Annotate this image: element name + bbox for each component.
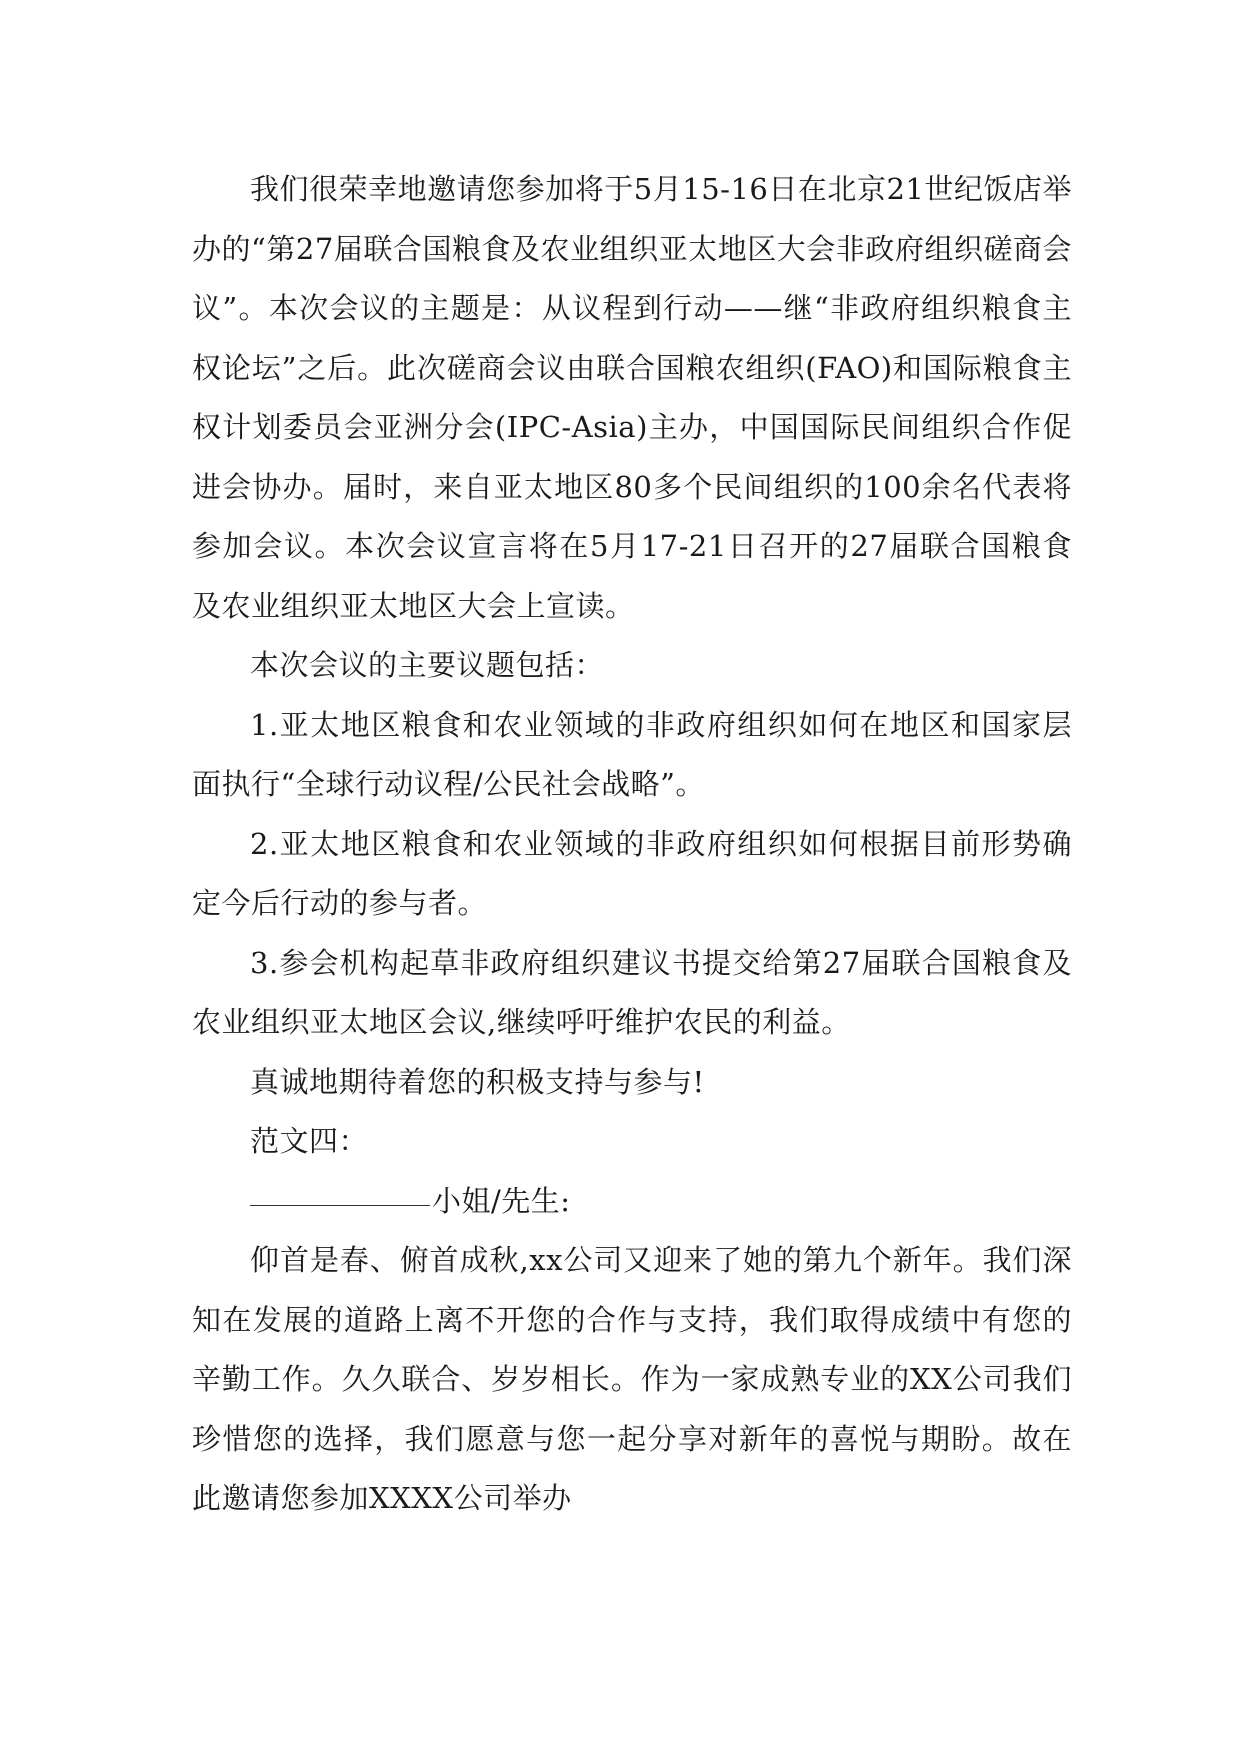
document-body	[192, 160, 1072, 1529]
paragraph-sample-heading: 范文四：	[250, 1124, 369, 1158]
paragraph-topic-1: 1.亚太地区粮食和农业领域的非政府组织如何在地区和国家层面执行“全球行动议程/公民社会战略”。	[192, 707, 1072, 801]
name-blank-underline	[250, 1205, 430, 1206]
paragraph-topics-intro: 本次会议的主要议题包括：	[250, 648, 605, 682]
salutation-text: 小姐/先生:	[432, 1183, 571, 1218]
paragraph-invitation: 我们很荣幸地邀请您参加将于5月15-16日在北京21世纪饭店举办的“第27届联合国粮食及农业组织亚太地区大会非政府组织磋商会议”。本次会议的主题是：从议程到行动——继“非政府组织粮食主权论坛”之后。此次磋商会议由联合国粮农组织(FAO)和国际粮食主权计划委员会亚洲分会(IPC-Asia)主办，中国国际民间组织合作促进会协办。届时，来自亚太地区80多个民间组织的100余名代表将参加会议。本次会议宣言将在5月17-21日召开的27届联合国粮食及农业组织亚太地区大会上宣读。	[192, 172, 1072, 623]
paragraph-closing-wish: 真诚地期待着您的积极支持与参与!	[250, 1064, 705, 1099]
salutation-line	[192, 1172, 1072, 1232]
paragraph-topic-3: 3.参会机构起草非政府组织建议书提交给第27届联合国粮食及农业组织亚太地区会议,继续呼吁维护农民的利益。	[192, 945, 1072, 1039]
paragraph-new-year-invitation: 仰首是春、俯首成秋,xx公司又迎来了她的第九个新年。我们深知在发展的道路上离不开您的合作与支持，我们取得成绩中有您的辛勤工作。久久联合、岁岁相长。作为一家成熟专业的XX公司我们珍惜您的选择，我们愿意与您一起分享对新年的喜悦与期盼。故在此邀请您参加XXXX公司举办	[192, 1243, 1072, 1515]
paragraph-topic-2: 2.亚太地区粮食和农业领域的非政府组织如何根据目前形势确定今后行动的参与者。	[192, 826, 1072, 920]
